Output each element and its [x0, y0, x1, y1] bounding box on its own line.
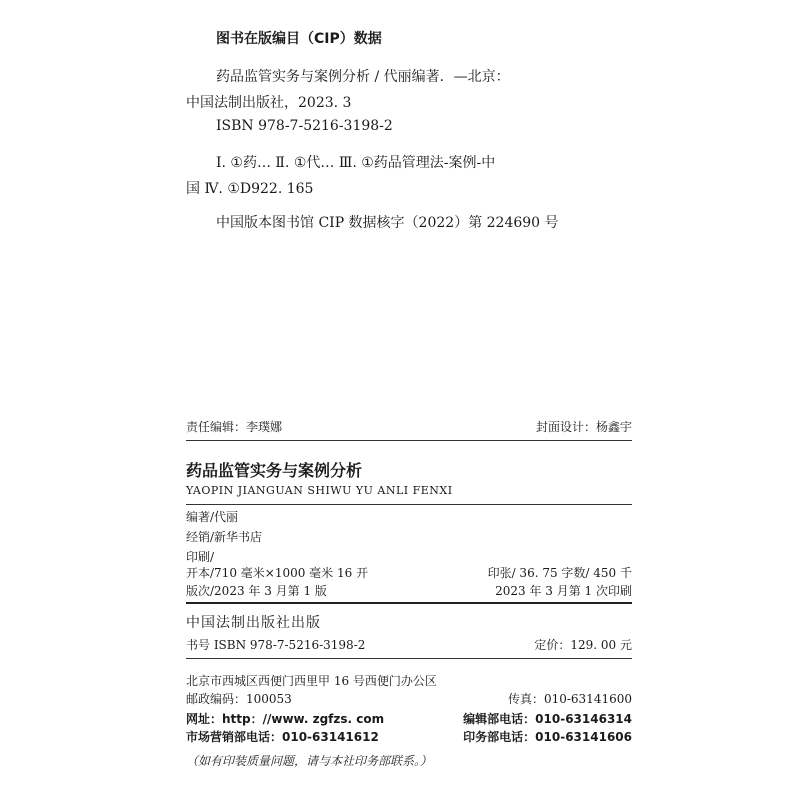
divider: [186, 602, 632, 604]
website-line: 网址：http：//www. zgfzs. com: [186, 712, 385, 726]
price-line: 定价：129. 00 元: [534, 638, 632, 652]
cover-designer: 封面设计：杨鑫宇: [535, 420, 632, 434]
print-run-line: 2023 年 3 月第 1 次印刷: [495, 584, 632, 598]
editorial-phone-line: 编辑部电话：010-63146314: [463, 712, 632, 726]
cip-classification-line: Ⅰ. ①药… Ⅱ. ①代… Ⅲ. ①药品管理法-案例-中: [216, 155, 496, 171]
author-line: 编著/代丽: [186, 510, 239, 524]
address-line: 北京市西城区西便门西里甲 16 号西便门办公区: [186, 674, 437, 688]
cip-isbn-line: ISBN 978-7-5216-3198-2: [216, 118, 393, 134]
postcode-line: 邮政编码：100053: [186, 692, 292, 706]
sheets-words-line: 印张/ 36. 75 字数/ 450 千: [487, 566, 632, 580]
cip-publisher-line: 中国法制出版社，2023. 3: [186, 95, 352, 111]
cip-classification-line-2: 国 Ⅳ. ①D922. 165: [186, 181, 314, 197]
cip-title-line: 药品监管实务与案例分析 / 代丽编著．—北京：: [216, 69, 510, 85]
divider: [186, 504, 632, 505]
publisher-name: 中国法制出版社出版: [186, 615, 321, 631]
format-line: 开本/710 毫米×1000 毫米 16 开: [186, 566, 369, 580]
book-title-pinyin: YAOPIN JIANGUAN SHIWU YU ANLI FENXI: [186, 484, 453, 497]
divider: [186, 440, 632, 441]
edition-line: 版次/2023 年 3 月第 1 版: [186, 584, 327, 598]
distributor-line: 经销/新华书店: [186, 530, 263, 544]
printing-phone-line: 印务部电话：010-63141606: [463, 730, 632, 744]
printing-line: 印刷/: [186, 550, 215, 564]
responsible-editor: 责任编辑：李璞娜: [186, 420, 283, 434]
marketing-phone-line: 市场营销部电话：010-63141612: [186, 730, 379, 744]
divider: [186, 658, 632, 659]
quality-note: （如有印装质量问题，请与本社印务部联系。）: [186, 754, 433, 768]
fax-line: 传真：010-63141600: [507, 692, 632, 706]
cip-record-number: 中国版本图书馆 CIP 数据核字（2022）第 224690 号: [216, 215, 559, 231]
cip-heading: 图书在版编目（CIP）数据: [216, 31, 382, 47]
isbn-line: 书号 ISBN 978-7-5216-3198-2: [186, 638, 366, 652]
book-title: 药品监管实务与案例分析: [186, 461, 363, 480]
